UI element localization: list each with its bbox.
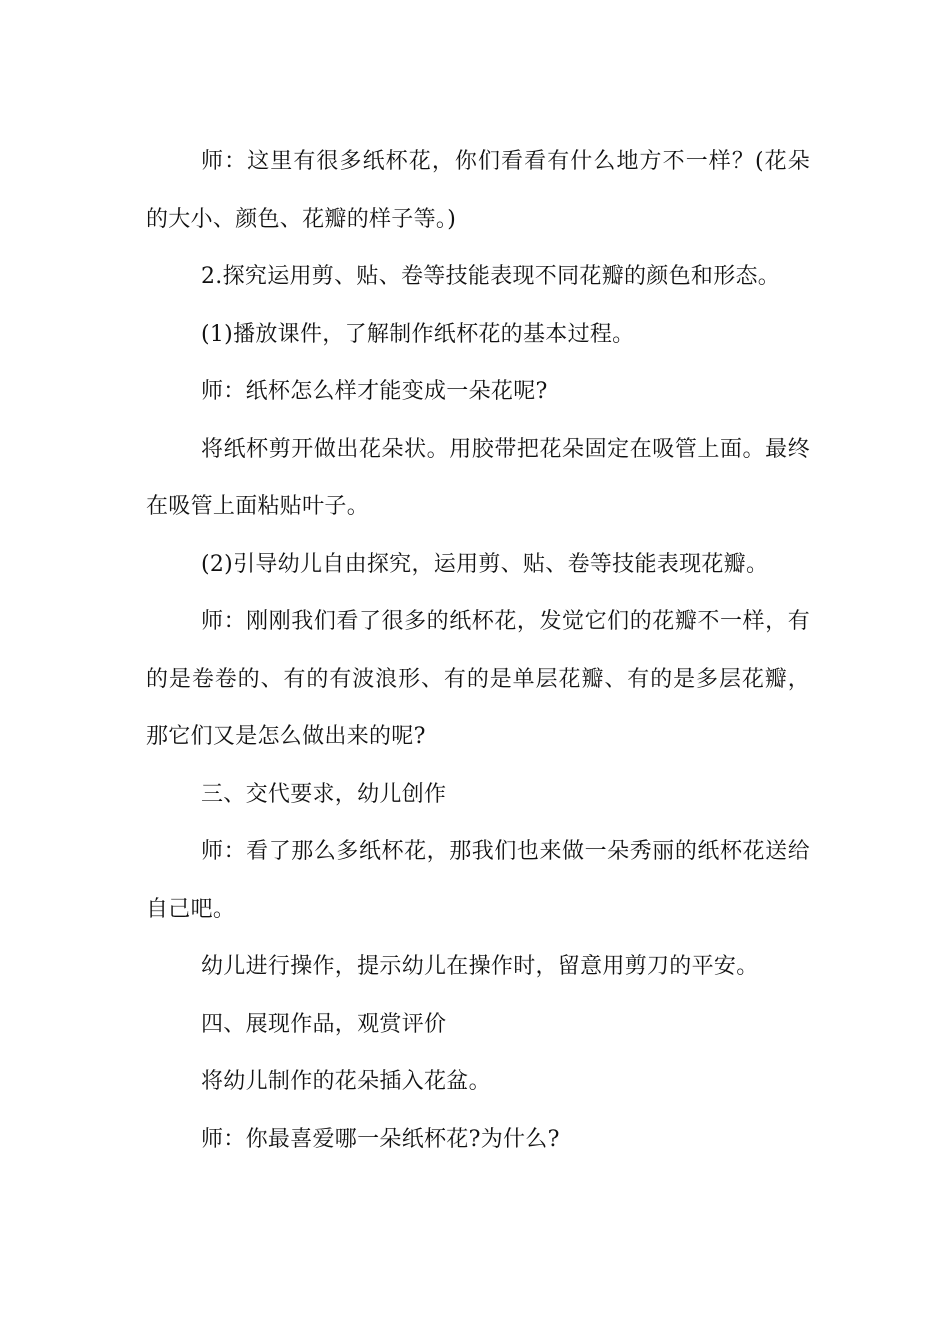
paragraph: 师：纸杯怎么样才能变成一朵花呢? <box>201 379 548 404</box>
section-heading: 四、展现作品，观赏评价 <box>201 1011 447 1037</box>
document-body <box>146 133 810 1168</box>
section-heading: 三、交代要求，幼儿创作 <box>201 781 447 807</box>
paragraph: (2)引导幼儿自由探究，运用剪、贴、卷等技能表现花瓣。 <box>201 551 769 577</box>
paragraph: 师：看了那么多纸杯花，那我们也来做一朵秀丽的纸杯花送给自己吧。 <box>146 839 810 922</box>
paragraph: 将幼儿制作的花朵插入花盆。 <box>201 1069 491 1094</box>
paragraph: 2.探究运用剪、贴、卷等技能表现不同花瓣的颜色和形态。 <box>201 264 781 289</box>
paragraph: 师：刚刚我们看了很多的纸杯花，发觉它们的花瓣不一样，有的是卷卷的、有的有波浪形、有的是单层花瓣、有的是多层花瓣，那它们又是怎么做出来的呢? <box>146 609 810 749</box>
paragraph: 师：这里有很多纸杯花，你们看看有什么地方不一样？(花朵的大小、颜色、花瓣的样子等。) <box>146 149 810 232</box>
paragraph: (1)播放课件，了解制作纸杯花的基本过程。 <box>201 321 635 347</box>
paragraph: 师：你最喜爱哪一朵纸杯花?为什么? <box>201 1126 560 1152</box>
paragraph: 将纸杯剪开做出花朵状。用胶带把花朵固定在吸管上面。最终在吸管上面粘贴叶子。 <box>146 436 810 519</box>
paragraph: 幼儿进行操作，提示幼儿在操作时，留意用剪刀的平安。 <box>201 954 759 979</box>
